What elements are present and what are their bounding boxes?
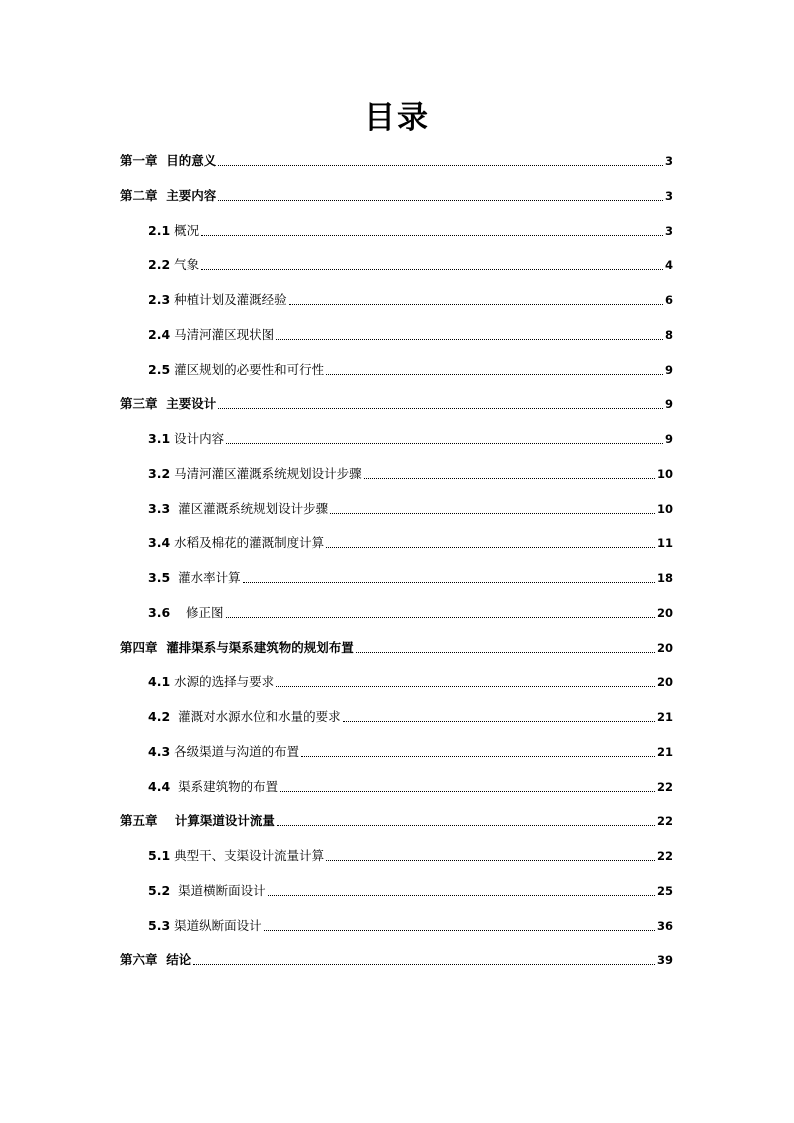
toc-section-number: 3.1 [148, 431, 171, 446]
toc-entry-text: 第三章 主要设计 [120, 396, 217, 411]
toc-dot-leader [326, 860, 655, 861]
toc-dot-leader [326, 374, 663, 375]
toc-entry-label [120, 812, 275, 830]
toc-entry-text: 灌区灌溉系统规划设计步骤 [170, 501, 329, 516]
toc-entry-label [148, 256, 199, 274]
toc-dot-leader [201, 235, 663, 236]
toc-entry-label [148, 361, 324, 379]
toc-chapter-entry[interactable] [120, 395, 673, 413]
toc-page-number: 3 [664, 189, 673, 203]
toc-entry-label [148, 465, 362, 483]
toc-page-number: 4 [664, 258, 673, 272]
toc-entry-label [148, 604, 224, 622]
toc-dot-leader [226, 617, 655, 618]
toc-entry-text: 水稻及棉花的灌溉制度计算 [170, 535, 325, 550]
toc-section-number: 5.2 [148, 883, 171, 898]
toc-page-number: 22 [656, 849, 673, 863]
toc-section-entry[interactable] [148, 430, 673, 448]
toc-entry-text: 各级渠道与沟道的布置 [170, 744, 300, 759]
toc-entry-label [148, 708, 341, 726]
toc-section-number: 4.4 [148, 779, 171, 794]
toc-section-entry[interactable] [148, 361, 673, 379]
toc-entry-label [148, 917, 262, 935]
toc-entry-label [148, 569, 241, 587]
toc-dot-leader [326, 547, 655, 548]
toc-dot-leader [280, 791, 655, 792]
toc-entry-text: 设计内容 [170, 431, 225, 446]
toc-entry-text: 灌溉对水源水位和水量的要求 [170, 709, 341, 724]
toc-section-entry[interactable] [148, 673, 673, 691]
toc-dot-leader [276, 339, 663, 340]
toc-page-number: 39 [656, 953, 673, 967]
toc-page-number: 3 [664, 224, 673, 238]
toc-page-number: 20 [656, 675, 673, 689]
toc-dot-leader [276, 686, 655, 687]
toc-entry-text: 第二章 主要内容 [120, 188, 217, 203]
toc-entry-text: 修正图 [170, 605, 224, 620]
toc-entry-label [148, 743, 299, 761]
toc-dot-leader [243, 582, 655, 583]
toc-dot-leader [356, 652, 655, 653]
toc-section-number: 4.3 [148, 744, 171, 759]
toc-entry-text: 第五章 计算渠道设计流量 [120, 813, 275, 828]
toc-entry-text: 渠道横断面设计 [170, 883, 266, 898]
toc-page-number: 36 [656, 919, 673, 933]
toc-entry-text: 第六章 结论 [120, 952, 192, 967]
toc-entry-label [120, 395, 216, 413]
toc-page-number: 3 [664, 154, 673, 168]
toc-section-entry[interactable] [148, 743, 673, 761]
toc-entry-label [120, 639, 354, 657]
toc-chapter-entry[interactable] [120, 812, 673, 830]
toc-page-number: 20 [656, 641, 673, 655]
toc-page-number: 11 [656, 536, 673, 550]
toc-dot-leader [264, 930, 655, 931]
toc-dot-leader [218, 165, 663, 166]
toc-page-number: 21 [656, 745, 673, 759]
toc-dot-leader [218, 408, 663, 409]
toc-section-number: 3.5 [148, 570, 171, 585]
toc-section-number: 4.2 [148, 709, 171, 724]
toc-entry-label [148, 291, 287, 309]
toc-entry-label [148, 778, 278, 796]
toc-entry-text: 马清河灌区现状图 [170, 327, 275, 342]
toc-page-number: 20 [656, 606, 673, 620]
toc-entry-label [120, 951, 191, 969]
toc-page-number: 9 [664, 432, 673, 446]
toc-chapter-entry[interactable] [120, 639, 673, 657]
toc-entry-label [148, 222, 199, 240]
page-title: 目录 [364, 100, 430, 136]
toc-dot-leader [277, 825, 655, 826]
toc-page-number: 8 [664, 328, 673, 342]
toc-entry-label [148, 430, 224, 448]
toc-dot-leader [201, 269, 663, 270]
toc-entry-text: 渠道纵断面设计 [170, 918, 262, 933]
toc-dot-leader [226, 443, 663, 444]
toc-dot-leader [343, 721, 655, 722]
toc-page-number: 9 [664, 397, 673, 411]
toc-entry-text: 第一章 目的意义 [120, 153, 217, 168]
toc-section-entry[interactable] [148, 256, 673, 274]
toc-dot-leader [330, 513, 655, 514]
toc-section-entry[interactable] [148, 291, 673, 309]
toc-section-number: 3.2 [148, 466, 171, 481]
toc-page-number: 10 [656, 502, 673, 516]
toc-entry-label [120, 187, 216, 205]
toc-dot-leader [289, 304, 663, 305]
toc-page-number: 21 [656, 710, 673, 724]
toc-section-entry[interactable] [148, 778, 673, 796]
toc-entry-text: 灌区规划的必要性和可行性 [170, 362, 325, 377]
toc-entry-text: 马清河灌区灌溉系统规划设计步骤 [170, 466, 362, 481]
toc-section-entry[interactable] [148, 569, 673, 587]
toc-entry-label [148, 673, 274, 691]
toc-entry-label [120, 152, 216, 170]
toc-entry-label [148, 500, 328, 518]
toc-section-number: 3.3 [148, 501, 171, 516]
toc-entry-text: 典型干、支渠设计流量计算 [170, 848, 325, 863]
toc-section-number: 2.1 [148, 223, 171, 238]
toc-section-number: 2.4 [148, 327, 171, 342]
toc-entry-text: 种植计划及灌溉经验 [170, 292, 287, 307]
toc-entry-text: 概况 [170, 223, 200, 238]
toc-section-entry[interactable] [148, 708, 673, 726]
toc-section-entry[interactable] [148, 604, 673, 622]
toc-section-number: 2.5 [148, 362, 171, 377]
toc-entry-label [148, 847, 324, 865]
toc-entry-text: 灌水率计算 [170, 570, 241, 585]
toc-page-number: 22 [656, 814, 673, 828]
toc-chapter-entry[interactable] [120, 152, 673, 170]
toc-entry-text: 气象 [170, 257, 200, 272]
toc-dot-leader [193, 964, 655, 965]
toc-page-number: 9 [664, 363, 673, 377]
toc-entry-text: 第四章 灌排渠系与渠系建筑物的规划布置 [120, 640, 354, 655]
toc-section-entry[interactable] [148, 465, 673, 483]
toc-dot-leader [364, 478, 655, 479]
toc-page-number: 6 [664, 293, 673, 307]
toc-entry-label [148, 326, 274, 344]
toc-dot-leader [301, 756, 655, 757]
toc-chapter-entry[interactable] [120, 187, 673, 205]
toc-entry-text: 渠系建筑物的布置 [170, 779, 279, 794]
toc-section-number: 5.1 [148, 848, 171, 863]
toc-entry-text: 水源的选择与要求 [170, 674, 275, 689]
toc-page-number: 25 [656, 884, 673, 898]
toc-page-number: 18 [656, 571, 673, 585]
toc-section-number: 3.4 [148, 535, 171, 550]
toc-section-entry[interactable] [148, 917, 673, 935]
toc-dot-leader [268, 895, 655, 896]
toc-section-entry[interactable] [148, 882, 673, 900]
toc-dot-leader [218, 200, 663, 201]
toc-section-number: 5.3 [148, 918, 171, 933]
toc-section-entry[interactable] [148, 500, 673, 518]
toc-section-number: 4.1 [148, 674, 171, 689]
toc-section-number: 2.2 [148, 257, 171, 272]
toc-section-entry[interactable] [148, 847, 673, 865]
toc-entry-label [148, 882, 266, 900]
toc-page-number: 10 [656, 467, 673, 481]
toc-chapter-entry[interactable] [120, 951, 673, 969]
toc-section-number: 2.3 [148, 292, 171, 307]
toc-section-number: 3.6 [148, 605, 171, 620]
toc-page-number: 22 [656, 780, 673, 794]
toc-section-entry[interactable] [148, 222, 673, 240]
toc-section-entry[interactable] [148, 326, 673, 344]
toc-entry-label [148, 534, 324, 552]
toc-section-entry[interactable] [148, 534, 673, 552]
